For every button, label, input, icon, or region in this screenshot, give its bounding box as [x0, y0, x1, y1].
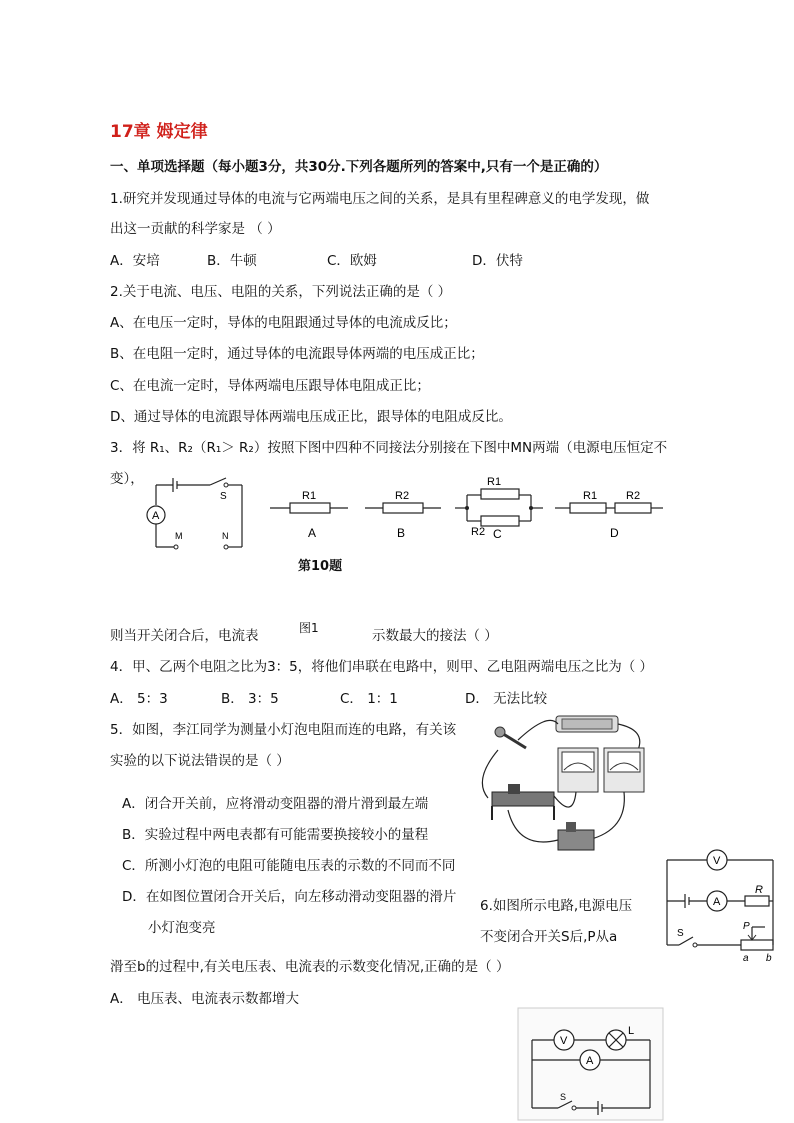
q1-option-c: C．欧姆 — [327, 253, 377, 269]
q7-a-label: A — [586, 1055, 594, 1067]
q3-figure-caption: 第10题 — [298, 559, 343, 574]
q6-circuit — [655, 845, 785, 965]
q3-option-b-figure — [365, 485, 445, 545]
q5-option-c: C．所测小灯泡的电阻可能随电压表的示数的不同而不同 — [122, 858, 456, 874]
q3-c-r2: R2 — [471, 526, 486, 538]
q3-option-c-figure — [455, 475, 545, 545]
q7-v-label: V — [560, 1035, 568, 1047]
q3-line2: 变）， — [110, 471, 144, 487]
q6-option-a: A． 电压表、电流表示数都增大 — [110, 991, 300, 1007]
q3-tail-left: 则当开关闭合后，电流表 — [110, 628, 259, 644]
q5-option-a: A．闭合开关前，应将滑动变阻器的滑片滑到最左端 — [122, 796, 429, 812]
q1-option-d: D．伏特 — [472, 253, 523, 269]
q3-c-label: C — [493, 527, 502, 541]
q1-line2: 出这一贡献的科学家是 （ ） — [110, 221, 281, 237]
q1-option-a: A．安培 — [110, 253, 160, 269]
q5-option-d-cont: 小灯泡变亮 — [148, 920, 216, 936]
q4-option-c: C． 1：1 — [340, 691, 398, 707]
q2-option-b: B、在电阻一定时，通过导体的电流跟导体两端的电压成正比； — [110, 346, 484, 362]
q3-n-label: N — [222, 531, 229, 541]
q3-d-label: D — [610, 526, 619, 540]
q3-a-label: A — [308, 526, 317, 540]
section-heading: 一、单项选择题（每小题3分，共30分.下列各题所列的答案中,只有一个是正确的） — [110, 159, 608, 175]
q6-line1: 6.如图所示电路,电源电压 — [480, 898, 633, 914]
q6-s-label: S — [677, 928, 684, 939]
q5-apparatus-picture — [478, 710, 658, 865]
q1-option-b: B．牛顿 — [207, 253, 257, 269]
q2-option-a: A、在电压一定时，导体的电阻跟通过导体的电流成反比； — [110, 315, 457, 331]
q5-line2: 实验的以下说法错误的是（ ） — [110, 753, 290, 769]
q3-base-circuit — [140, 475, 260, 555]
q3-figure-label: 图1 — [299, 621, 319, 635]
q1-line1: 1.研究并发现通过导体的电流与它两端电压之间的关系，是具有里程碑意义的电学发现，做 — [110, 191, 650, 207]
q6-line3: 滑至b的过程中,有关电压表、电流表的示数变化情况,正确的是（ ） — [110, 959, 510, 975]
q7-s-label: S — [560, 1092, 567, 1102]
q3-option-d-figure — [555, 485, 665, 545]
q3-d-r2: R2 — [626, 490, 641, 502]
q6-a-label: A — [713, 896, 721, 908]
q7-circuit — [518, 1008, 668, 1123]
q4-stem: 4．甲、乙两个电阻之比为3：5，将他们串联在电路中，则甲、乙电阻两端电压之比为（ ） — [110, 659, 654, 675]
q3-line1: 3．将 R₁、R₂（R₁＞ R₂）按照下图中四种不同接法分别接在下图中MN两端（电源电压恒定不 — [110, 440, 668, 456]
q5-line1: 5．如图，李江同学为测量小灯泡电阻而连的电路，有关该 — [110, 722, 457, 738]
q6-line2: 不变闭合开关S后,P从a — [480, 929, 618, 945]
q7-l-label: L — [628, 1025, 635, 1037]
q6-p-label: P — [743, 921, 750, 932]
q6-b-end-label: b — [766, 953, 772, 964]
q6-a-end-label: a — [743, 953, 749, 964]
q2-option-c: C、在电流一定时，导体两端电压跟导体电阻成正比； — [110, 378, 430, 394]
q3-ammeter-label: A — [152, 510, 160, 522]
q3-b-label: B — [397, 526, 406, 540]
q4-option-b: B． 3：5 — [221, 691, 279, 707]
q3-switch-label: S — [220, 491, 227, 502]
q4-option-a: A． 5：3 — [110, 691, 168, 707]
q4-option-d: D． 无法比较 — [465, 691, 548, 707]
q3-b-r2: R2 — [395, 490, 410, 502]
q3-a-r1: R1 — [302, 490, 317, 502]
q3-m-label: M — [175, 531, 183, 541]
q5-option-b: B．实验过程中两电表都有可能需要换接较小的量程 — [122, 827, 429, 843]
q3-d-r1: R1 — [583, 490, 598, 502]
q6-r-label: R — [755, 884, 763, 896]
chapter-title: 17章 姆定律 — [110, 122, 208, 142]
q2-stem: 2.关于电流、电压、电阻的关系，下列说法正确的是（ ） — [110, 284, 452, 300]
q3-option-a-figure — [270, 485, 350, 545]
q6-v-label: V — [713, 855, 721, 867]
q5-option-d: D．在如图位置闭合开关后，向左移动滑动变阻器的滑片 — [122, 889, 457, 905]
q3-c-r1: R1 — [487, 476, 502, 488]
q3-tail-right: 示数最大的接法（ ） — [372, 628, 498, 644]
q2-option-d: D、通过导体的电流跟导体两端电压成正比，跟导体的电阻成反比。 — [110, 409, 512, 425]
